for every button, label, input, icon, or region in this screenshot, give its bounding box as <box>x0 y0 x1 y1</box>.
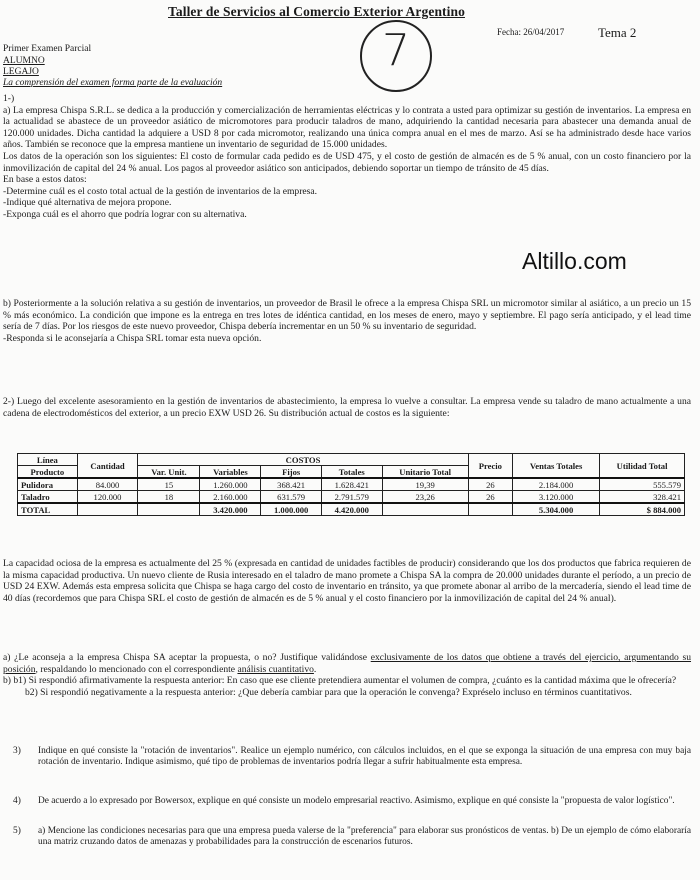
table-cell: 23,26 <box>382 491 468 504</box>
section-2-intro: 2-) Luego del excelente asesoramiento en la gestión de inventarios de abastecimiento, la empresa lo vuelve a consultar. La empresa vende su taladro de mano actualmente a una cadena de electrodomésticos del exterior, a un precio EXW USD 26. Su distribución actual de costos es la siguiente: <box>3 396 691 419</box>
question-2a <box>3 652 691 675</box>
table-cell: TOTAL <box>18 503 78 516</box>
evaluation-note: La comprensión del examen forma parte de la evaluación <box>3 78 223 88</box>
table-cell: 368.421 <box>261 478 322 491</box>
table-header: Unitario Total <box>382 466 468 479</box>
table-cell: 1.000.000 <box>261 503 322 516</box>
section-1b-text: b) Posteriormente a la solución relativa a su gestión de inventarios, un proveedor de Brasil le ofrece a la empresa Chispa SRL un micromotor similar al asiático, a un precio un 15 % más económico. La condición que impone es la entrega en tres lotes de idéntica cantidad, en los meses de enero, mayo y septiembre. El pago sería anticipado, y el lead time sería de 7 días. Por los riesgos de este nuevo proveedor, Chispa debería incrementar en un 50 % su inventario de seguridad. <box>3 298 691 333</box>
question-2a-text: a) ¿Le aconseja a la empresa Chispa SA aceptar la propuesta, o no? Justifique validándose <box>3 652 371 663</box>
table-cell: 2.184.000 <box>513 478 600 491</box>
table-cell: 4.420.000 <box>321 503 382 516</box>
grade-value: 7 <box>382 25 410 76</box>
table-cell: 2.791.579 <box>321 491 382 504</box>
question-4 <box>3 796 691 807</box>
table-header-row <box>18 454 685 466</box>
exam-name: Primer Examen Parcial <box>3 44 92 54</box>
watermark: Altillo.com <box>522 248 627 274</box>
table-cell: Pulidora <box>18 478 78 491</box>
exam-date: Fecha: 26/04/2017 <box>497 27 565 37</box>
table-cell: 2.160.000 <box>200 491 261 504</box>
table-cell: 19,39 <box>382 478 468 491</box>
table-header: Var. Unit. <box>138 466 200 479</box>
table-cell <box>138 503 200 516</box>
question-text: De acuerdo a lo expresado por Bowersox, explique en qué consiste un modelo empresarial reactivo. Asimismo, explique en qué consiste la "propuesta de valor logístico". <box>38 796 675 806</box>
question-2a-underline: análisis cuantitativo <box>237 663 314 675</box>
table-row <box>18 491 685 504</box>
question-text: a) Mencione las condiciones necesarias para que una empresa pueda valerse de la "preferencia" para elaborar sus pronósticos de ventas. b) De un ejemplo de cómo elaboraría una matriz cruzando datos de amenazas y probabilidades para la construcción de escenarios futuros. <box>38 826 691 848</box>
table-cell <box>77 503 138 516</box>
table-cell: 328.421 <box>600 491 685 504</box>
grade-circle <box>360 20 432 92</box>
table-total-row <box>18 503 685 516</box>
section-1a-text: a) La empresa Chispa S.R.L. se dedica a la producción y comercialización de herramientas eléctricas y lo contrata a usted para optimizar su gestión de inventarios. La empresa en la actualidad se abastece de un proveedor asiático de micromotores para producir taladros de mano, adquiriendo la cantidad necesaria para abastecer una demanda anual de 120.000 unidades. Dicha cantidad la adquiere a USD 8 por cada micromotor, realizando una única compra anual en el mes de marzo. Así se ha administrado desde hace varios años. También se reconoce que la empresa mantiene un inventario de seguridad de 15.000 unidades. <box>3 104 691 151</box>
table-cell: 555.579 <box>600 478 685 491</box>
question-2a-underline: exclusivamente de los datos que obtiene a través del ejercicio, argumentando su posición <box>3 652 692 675</box>
table-header: Fijos <box>261 466 322 479</box>
table-cell: 3.420.000 <box>200 503 261 516</box>
table-cell <box>382 503 468 516</box>
table-cell: 3.120.000 <box>513 491 600 504</box>
table-header: Utilidad Total <box>600 454 685 479</box>
section-1b-question: -Responda si le aconsejaría a Chispa SRL tomar esta nueva opción. <box>3 332 262 344</box>
section-1-bullet: -Exponga cuál es el ahorro que podría lograr con su alternativa. <box>3 208 247 220</box>
question-5 <box>3 826 691 849</box>
table-cell: 15 <box>138 478 200 491</box>
question-2b1: b) b1) Si respondió afirmativamente la respuesta anterior: En caso que ese cliente pretendiera aumentar el volumen de compra, ¿cuánto es la cantidad máxima que le ofrecería? <box>3 675 677 687</box>
section-1-number: 1-) <box>3 93 15 104</box>
question-2a-text: , respaldando lo mencionado con el correspondiente <box>35 663 238 675</box>
student-label: ALUMNO <box>3 56 45 66</box>
question-2a-text: . <box>313 663 317 675</box>
table-header: Ventas Totales <box>513 454 600 479</box>
section-1 <box>3 93 691 221</box>
table-header: Variables <box>200 466 261 479</box>
section-1-bullet: -Indique qué alternativa de mejora propone. <box>3 197 172 209</box>
table-cell: 5.304.000 <box>513 503 600 516</box>
table-header: Cantidad <box>77 454 138 479</box>
table-cell: 18 <box>138 491 200 504</box>
section-1-bullet: -Determine cuál es el costo total actual de la gestión de inventarios de la empresa. <box>3 185 318 197</box>
table-header: COSTOS <box>138 454 468 466</box>
section-1a-data: Los datos de la operación son los siguientes: El costo de formular cada pedido es de USD 475, y el costo de gestión de almacén es de 5 % anual, con un costo financiero por la inmovilización de capital del 24 % anual. Los pagos al proveedor asiático son anticipados, debiendo soportar un tiempo de tránsito de 45 días. <box>3 150 691 174</box>
table-header: Precio <box>468 454 512 479</box>
table-cell: 1.260.000 <box>200 478 261 491</box>
table-cell: 84.000 <box>77 478 138 491</box>
question-number: 4) <box>13 796 21 806</box>
exam-title: Taller de Servicios al Comercio Exterior Argentino <box>168 4 465 19</box>
table-cell: Taladro <box>18 491 78 504</box>
section-2-questions <box>3 652 691 698</box>
table-header: Línea <box>18 454 78 466</box>
section-1-base: En base a estos datos: <box>3 174 87 186</box>
table-header: Producto <box>18 466 78 479</box>
question-number: 5) <box>13 826 21 836</box>
section-1b <box>3 298 691 344</box>
question-number: 3) <box>13 746 21 756</box>
table-cell: $ 884.000 <box>600 503 685 516</box>
table-row <box>18 478 685 491</box>
cost-table <box>17 453 685 516</box>
table-cell: 26 <box>468 478 512 491</box>
file-number-label: LEGAJO <box>3 67 39 77</box>
question-2b2: b2) Si respondió negativamente a la respuesta anterior: ¿Que debería cambiar para que la operación le convenga? Expréselo incluso en términos cuantitativos. <box>25 686 632 698</box>
section-2-context: La capacidad ociosa de la empresa es actualmente del 25 % (expresada en cantidad de unidades factibles de producir) considerando que los dos productos que fabrica requieren de la misma capacidad productiva. Un nuevo cliente de Rusia interesado en el taladro de mano promete a Chispa SA la compra de 20.000 unidades durante el período, a un precio de USD 24 EXW. Además esta empresa solicita que Chispa se haga cargo del costo de inventario en tránsito, ya que promete abonar al arribo de la mercadería, siendo el lead time de 40 días (recordemos que para Chispa SRL el costo de gestión de almacén es de 5 % anual y el costo financiero por la inmovilización de capital del 24 % anual). <box>3 558 691 604</box>
table-cell: 631.579 <box>261 491 322 504</box>
table-header: Totales <box>321 466 382 479</box>
table-cell <box>468 503 512 516</box>
table-cell: 1.628.421 <box>321 478 382 491</box>
question-3 <box>3 746 691 769</box>
table-cell: 120.000 <box>77 491 138 504</box>
exam-theme: Tema 2 <box>598 25 637 40</box>
question-text: Indique en qué consiste la "rotación de inventarios". Realice un ejemplo numérico, con cálculos incluidos, en el que se exponga la situación de una empresa con muy baja rotación de inventario. Indique asimismo, qué tipo de problemas de inventarios podría llegar a sufrir habitualmente esta empresa. <box>38 746 691 768</box>
table-cell: 26 <box>468 491 512 504</box>
